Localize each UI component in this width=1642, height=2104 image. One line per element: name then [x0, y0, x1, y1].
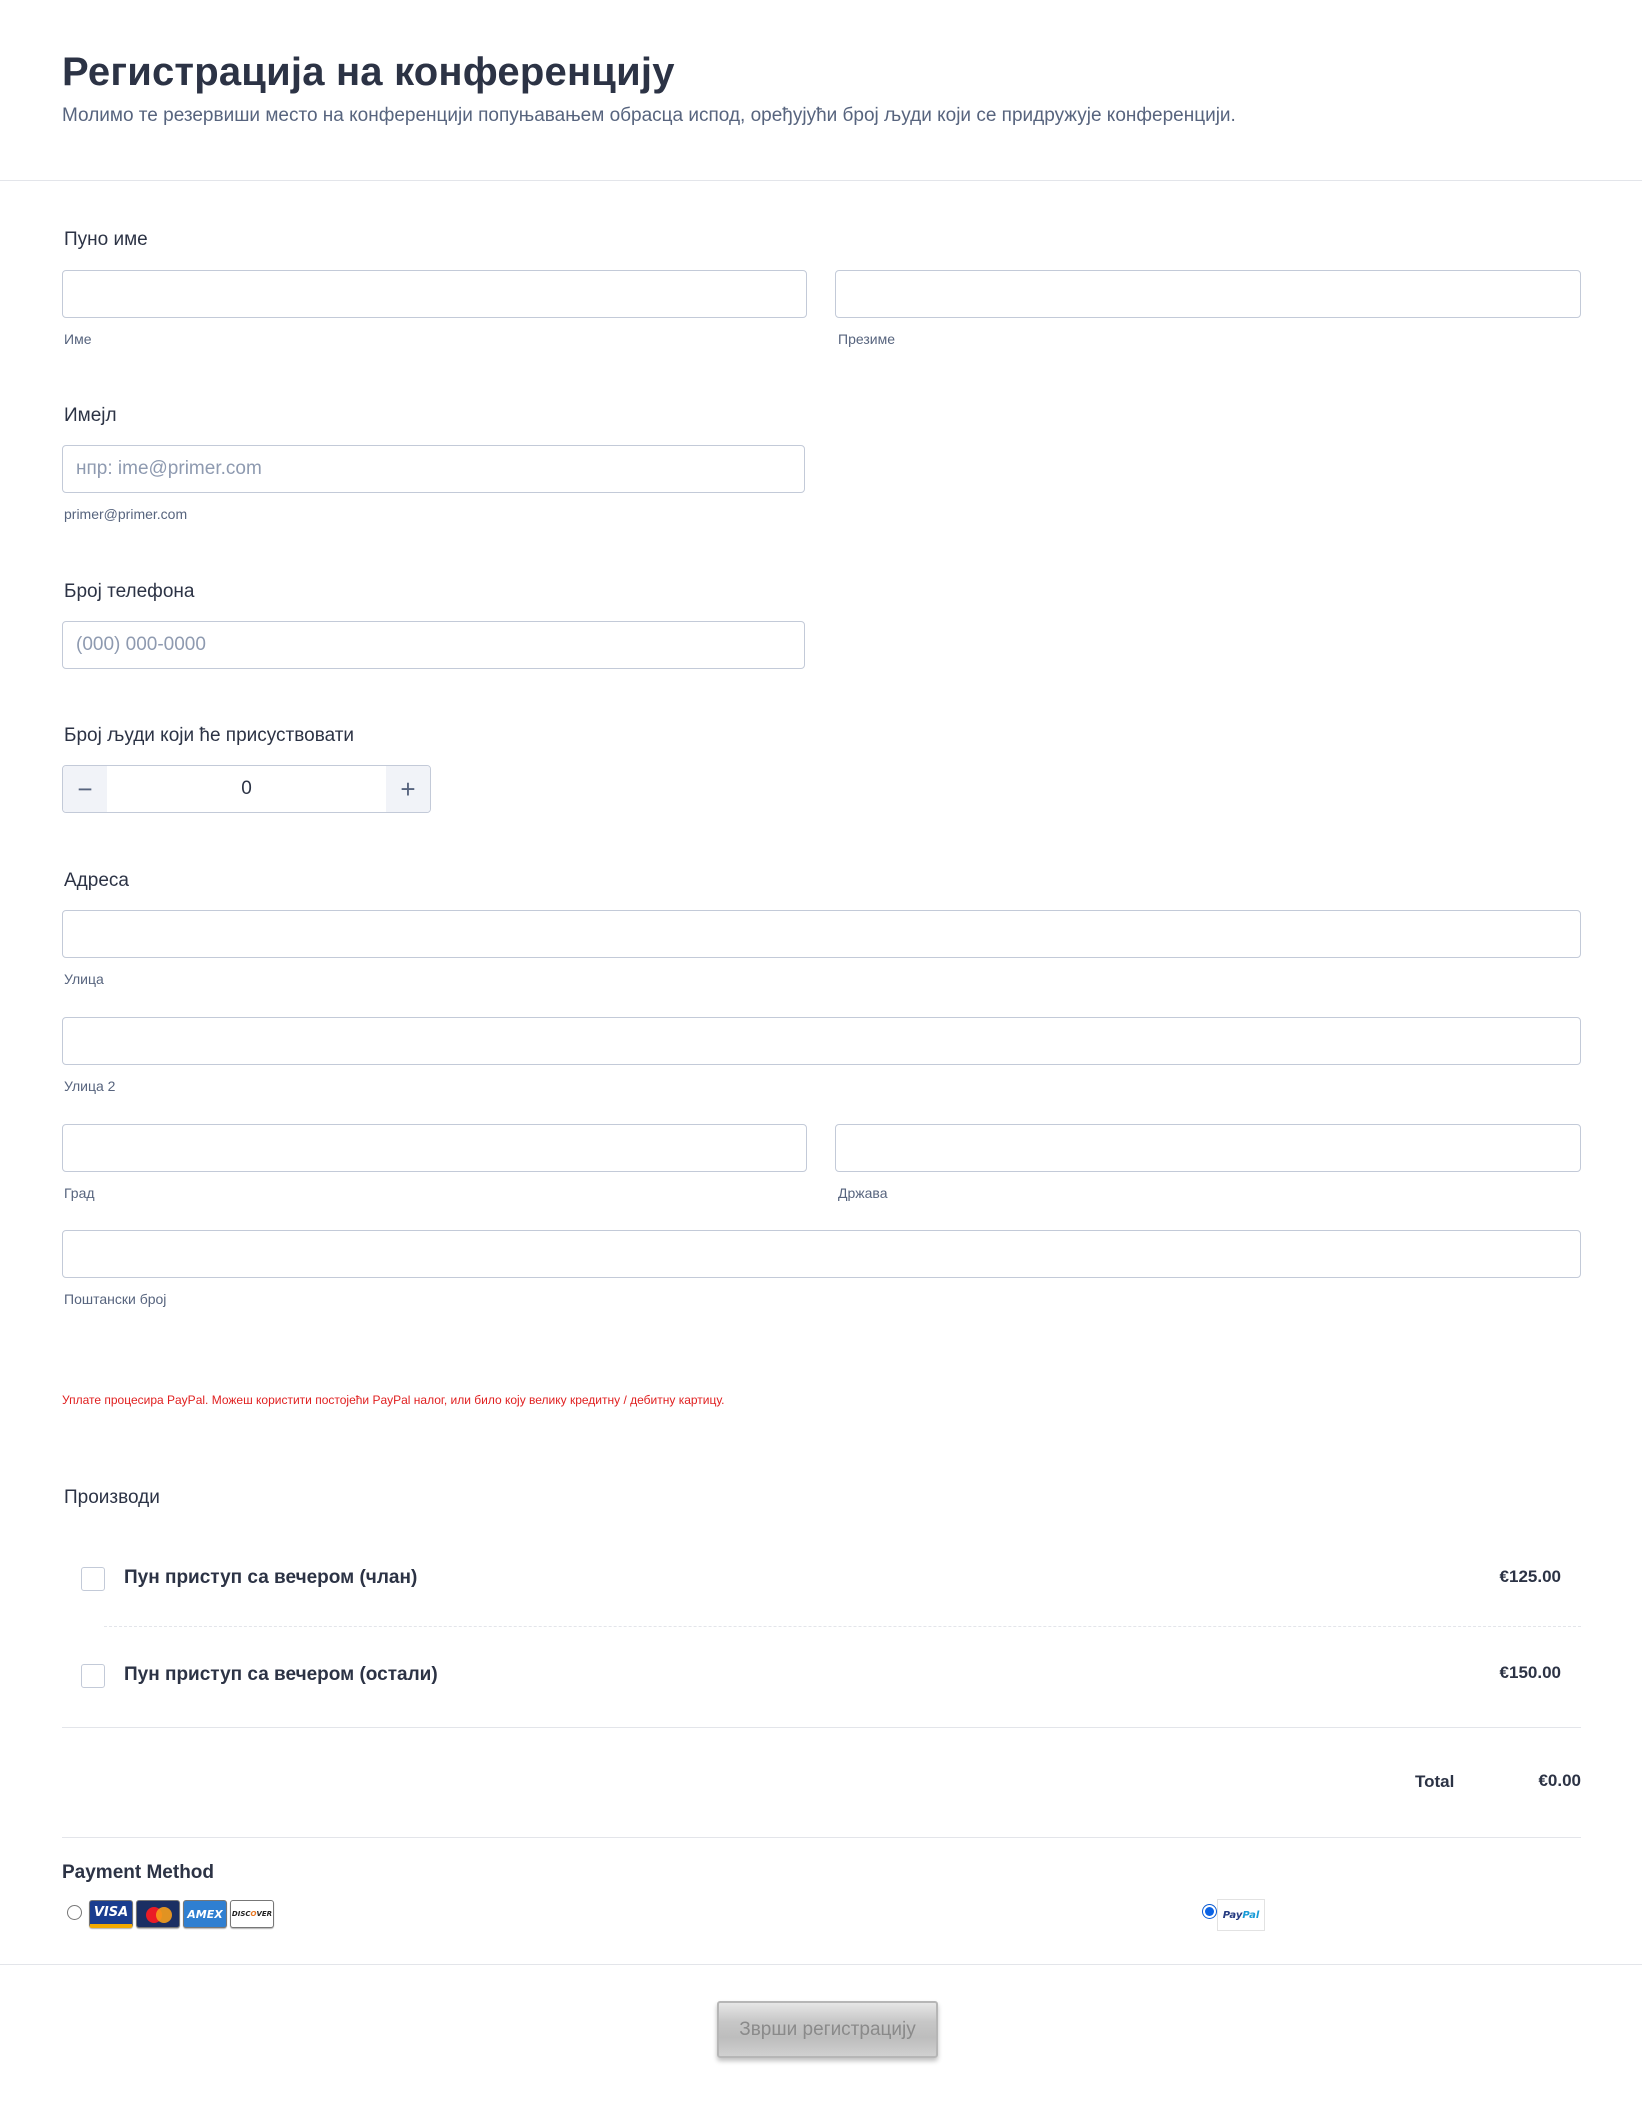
visa-icon: VISA [89, 1900, 133, 1928]
zip-sublabel: Поштански број [64, 1291, 167, 1307]
payment-note: Уплате процесира PayPal. Можеш користити постојећи PayPal налог, или било коју велику кредитну / дебитну картицу. [62, 1393, 725, 1407]
product-price: €125.00 [1499, 1567, 1561, 1586]
paypal-icon [1217, 1899, 1265, 1931]
last-name-input[interactable] [835, 270, 1581, 318]
street2-sublabel: Улица 2 [64, 1078, 116, 1094]
product-name: Пун приступ са вечером (остали) [124, 1664, 438, 1685]
attendees-value[interactable]: 0 [241, 778, 252, 799]
increment-button[interactable]: + [386, 766, 430, 812]
product-price: €150.00 [1499, 1663, 1561, 1682]
total-value: €0.00 [1538, 1771, 1581, 1790]
first-name-input[interactable] [62, 270, 807, 318]
total-label: Total [1415, 1772, 1455, 1791]
product-checkbox[interactable] [81, 1567, 105, 1591]
mastercard-icon [136, 1900, 180, 1928]
email-input[interactable] [62, 445, 805, 493]
product-checkbox[interactable] [81, 1664, 105, 1688]
payment-method-title: Payment Method [62, 1862, 215, 1883]
street2-input[interactable] [62, 1017, 1581, 1065]
paypal-pay: Pay [1222, 1909, 1243, 1921]
street-input[interactable] [62, 910, 1581, 958]
paypal-pal: Pal [1242, 1909, 1260, 1921]
discover-o: O [250, 1910, 257, 1918]
products-label: Производи [64, 1487, 160, 1508]
form-subtitle: Молимо те резервиши место на конференцији попуњавањем обрасца испод, оређујући број људи који се придружује конференцији. [62, 105, 1236, 126]
phone-label: Број телефона [64, 581, 195, 602]
address-label: Адреса [64, 870, 129, 891]
total-divider [62, 1837, 1581, 1838]
paypal-payment-radio[interactable] [1202, 1904, 1217, 1919]
email-sublabel: primer@primer.com [64, 506, 188, 522]
state-input[interactable] [835, 1124, 1581, 1172]
city-sublabel: Град [64, 1185, 95, 1201]
email-label: Имејл [64, 405, 117, 426]
attendees-stepper [62, 765, 431, 813]
discover-icon [230, 1900, 274, 1928]
amex-icon: AMEX [183, 1900, 227, 1928]
form-header [0, 0, 1642, 181]
full-name-label: Пуно име [64, 229, 148, 250]
phone-input[interactable] [62, 621, 805, 669]
city-input[interactable] [62, 1124, 807, 1172]
first-name-sublabel: Име [64, 331, 92, 347]
discover-text: DISC [231, 1910, 251, 1918]
product-divider [104, 1626, 1581, 1627]
decrement-button[interactable]: − [63, 766, 107, 812]
products-divider [62, 1727, 1581, 1728]
zip-input[interactable] [62, 1230, 1581, 1278]
form-title: Регистрација на конференцију [62, 50, 675, 94]
product-name: Пун приступ са вечером (члан) [124, 1567, 418, 1588]
card-payment-radio[interactable] [67, 1905, 82, 1920]
state-sublabel: Држава [838, 1185, 888, 1201]
last-name-sublabel: Презиме [838, 331, 895, 347]
attendees-label: Број људи који ће присуствовати [64, 725, 355, 746]
discover-ver: VER [256, 1910, 273, 1918]
submit-button[interactable]: Зврши регистрацију [717, 2001, 938, 2058]
street-sublabel: Улица [64, 971, 104, 987]
